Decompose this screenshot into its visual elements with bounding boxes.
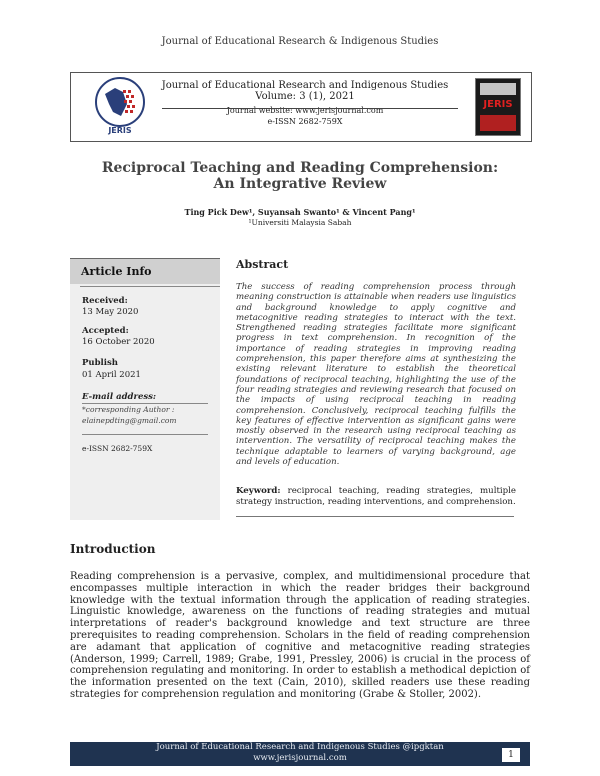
article-info-panel: [70, 284, 220, 520]
page-footer: [70, 742, 530, 766]
paper-title: Reciprocal Teaching and Reading Comprehension: An Integrative Review: [101, 160, 499, 192]
jeris-logo-icon: [93, 76, 147, 136]
abstract-text: The success of reading comprehension process through meaning construction is attainable when readers use linguistics and background knowledge to apply cognitive and metacognitive reading strategies to interact with the text. Strengthened reading strategies facilitate more significant progress in text comprehension. In recognition of the importance of reading strategies in improving reading comprehension, this paper therefore aims at synthesizing the existing relevant literature to establish the theoretical foundations of reciprocal teaching, highlighting the use of the four reading strategies and reviewing research that focused on the impacts of using reciprocal teaching in reading comprehension. Conclusively, reciprocal teaching fulfills the key features of effective intervention as significant gains were mostly observed in the research using reciprocal teaching as intervention. The versatility of reciprocal teaching makes the technique adaptable to learners of varying background, age and levels of education.: [236, 282, 516, 468]
article-info-heading: Article Info: [81, 265, 152, 278]
keyword-list: reciprocal teaching, reading strategies, multiple strategy instruction, reading interventions, and comprehension.: [236, 486, 516, 507]
paper-affiliation: ¹Universiti Malaysia Sabah: [248, 218, 352, 227]
journal-website[interactable]: Journal website: www.jerisjournal.com: [226, 106, 384, 115]
footer-website[interactable]: www.jerisjournal.com: [253, 753, 347, 763]
publish-date: 01 April 2021: [82, 370, 141, 380]
issn-separator: [82, 434, 208, 435]
journal-info: [160, 80, 450, 127]
running-head: Journal of Educational Research & Indigenous Studies: [161, 36, 439, 47]
accepted-date: 16 October 2020: [82, 337, 155, 347]
received-label: Received:: [82, 296, 128, 306]
journal-title: Journal of Educational Research and Indigenous Studies: [161, 80, 449, 91]
keywords-rule: [236, 516, 514, 517]
header-divider: [162, 108, 458, 109]
corresponding-author-label: *corresponding Author :: [82, 405, 175, 414]
introduction-heading: Introduction: [70, 542, 156, 556]
article-info-separator: [80, 286, 220, 287]
article-info-issn: e-ISSN 2682-759X: [82, 444, 153, 453]
article-info-header: [70, 258, 220, 285]
received-date: 13 May 2020: [82, 307, 139, 317]
page-number: 1: [502, 748, 520, 762]
svg-text:JERIS: JERIS: [108, 126, 132, 135]
email-separator: [82, 403, 208, 404]
journal-issn: e-ISSN 2682-759X: [267, 117, 343, 126]
journal-volume: Volume: 3 (1), 2021: [255, 91, 355, 102]
abstract-heading: Abstract: [236, 258, 289, 271]
email-label: E-mail address:: [82, 392, 157, 402]
publish-label: Publish: [82, 358, 118, 368]
paper-authors: Ting Pick Dew¹, Suyansah Swanto¹ & Vincent Pang¹: [184, 207, 416, 217]
accepted-label: Accepted:: [82, 326, 129, 336]
journal-cover-image: JERIS: [475, 78, 521, 136]
keywords: [236, 486, 516, 508]
author-email[interactable]: elainepdting@gmail.com: [82, 416, 177, 425]
footer-journal-line: Journal of Educational Research and Indigenous Studies @ipgktan: [156, 742, 444, 752]
keyword-label: Keyword:: [236, 486, 281, 496]
introduction-paragraph: Reading comprehension is a pervasive, complex, and multidimensional procedure that encompasses multiple interaction in which the reader bridges their background knowledge with the textual information through the application of reading strategies. Linguistic knowledge, awareness on the functions of reading strategies and mutual interpretations of reader's background knowledge and text structure are three prerequisites to reading comprehension. Scholars in the field of reading comprehension are adamant that application of cognitive and metacognitive reading strategies (Anderson, 1999; Carrell, 1989; Grabe, 1991, Pressley, 2006) is crucial in the process of comprehension regulating and monitoring. In order to establish a methodical depiction of the information presented on the text (Cain, 2010), skilled readers use these reading strategies for comprehension regulation and monitoring (Grabe & Stoller, 2002).: [70, 571, 530, 700]
